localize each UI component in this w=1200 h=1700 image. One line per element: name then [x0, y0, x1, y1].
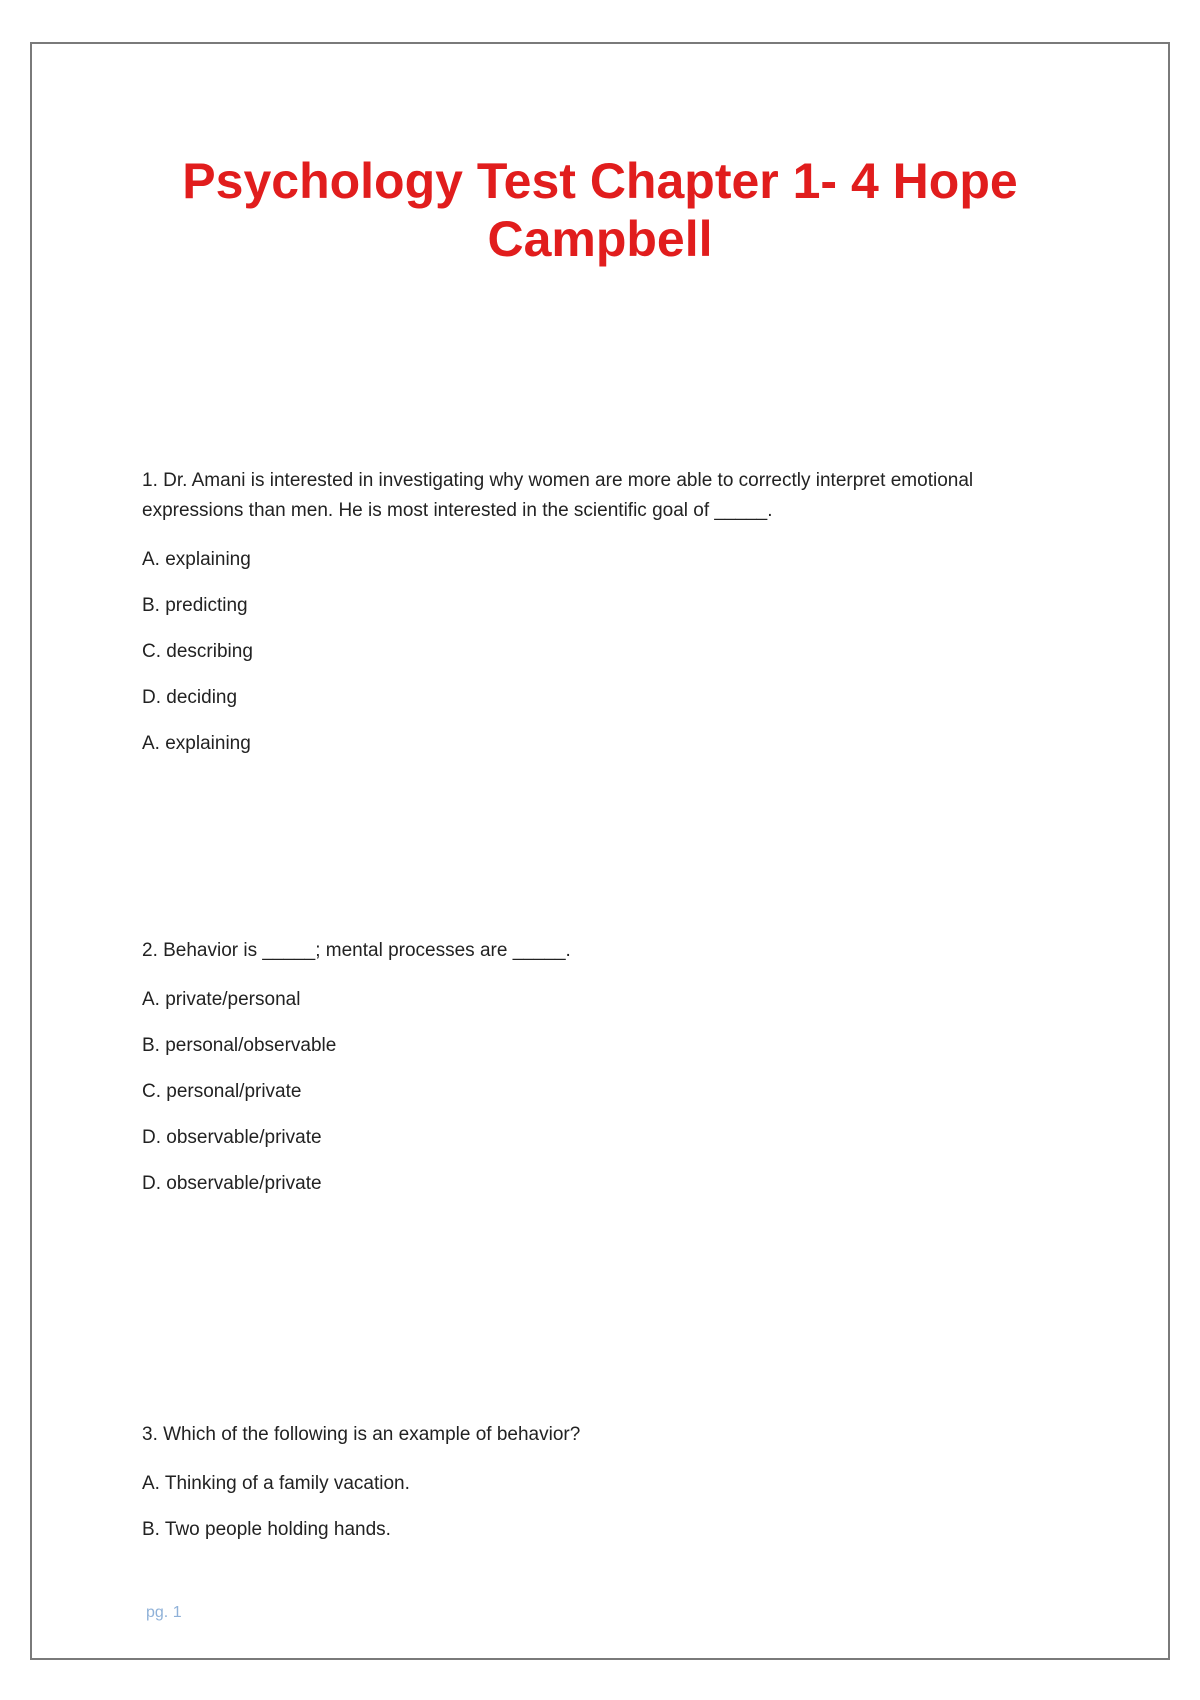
question-1-option-b: B. predicting	[142, 595, 248, 616]
question-1-option-a: A. explaining	[142, 549, 251, 570]
question-1-option-d: D. deciding	[142, 687, 238, 708]
question-1-answer: A. explaining	[142, 733, 251, 754]
title-line-2: Campbell	[487, 211, 713, 267]
question-2-answer: D. observable/private	[142, 1173, 322, 1194]
question-1-stem: 1. Dr. Amani is interested in investigating why women are more able to correctly interpret emotional expressions than men. He is most interested in the scientific goal of _____.	[142, 470, 974, 521]
question-2-option-d: D. observable/private	[142, 1127, 322, 1148]
document-title	[0, 152, 1200, 268]
question-2	[142, 936, 1042, 1196]
title-line-1: Psychology Test Chapter 1- 4 Hope	[182, 153, 1018, 209]
question-2-option-a: A. private/personal	[142, 989, 301, 1010]
question-1	[142, 466, 1042, 756]
question-3	[142, 1420, 1042, 1542]
question-1-option-c: C. describing	[142, 641, 253, 662]
question-2-option-c: C. personal/private	[142, 1081, 302, 1102]
page-number: pg. 1	[146, 1604, 182, 1621]
question-3-stem: 3. Which of the following is an example of behavior?	[142, 1424, 581, 1445]
page-border	[30, 42, 1170, 1660]
question-3-option-a: A. Thinking of a family vacation.	[142, 1473, 410, 1494]
question-3-option-b: B. Two people holding hands.	[142, 1519, 391, 1540]
question-2-stem: 2. Behavior is _____; mental processes are _____.	[142, 940, 571, 961]
question-2-option-b: B. personal/observable	[142, 1035, 337, 1056]
